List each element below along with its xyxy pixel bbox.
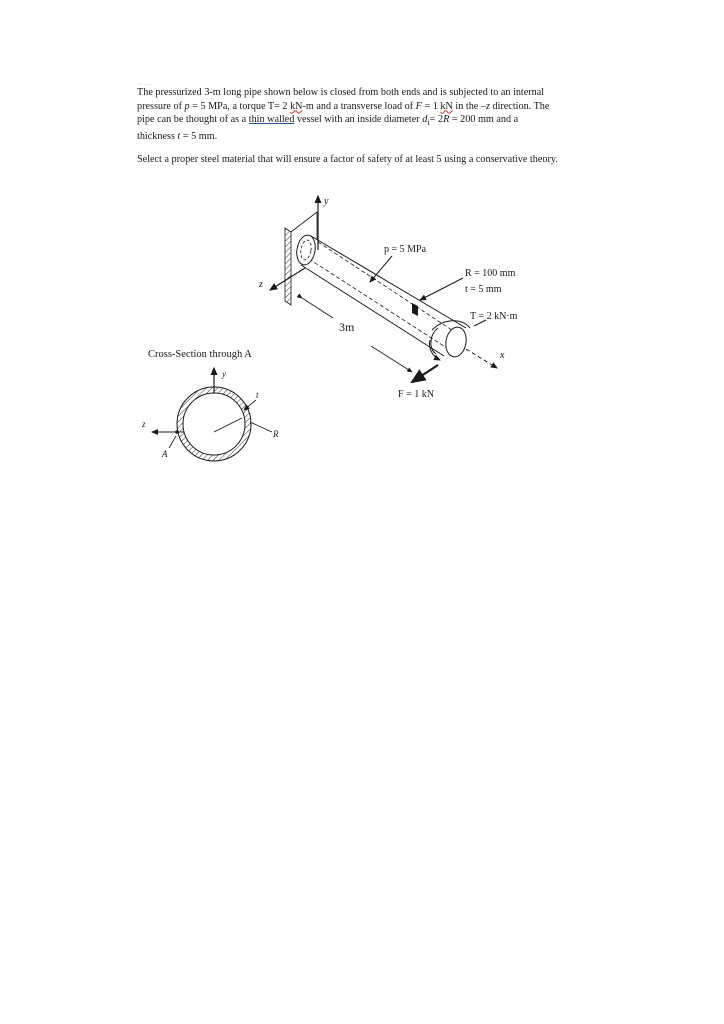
cs-point-a — [175, 430, 179, 434]
x-axis-label: x — [500, 350, 505, 361]
cs-z-label: z — [142, 419, 146, 429]
p1-text: = 1 — [421, 100, 441, 112]
z-axis-label: z — [259, 279, 263, 290]
length-label: 3m — [339, 320, 355, 334]
cs-pipe-ring — [177, 387, 251, 461]
cs-r-leader — [250, 422, 272, 432]
p1-text: direction. The — [489, 100, 550, 112]
p1-text: vessel with an inside diameter — [294, 114, 423, 126]
p1-var-f: F — [415, 100, 422, 112]
p1-text: = 5 MPa, a torque T= 2 — [189, 100, 291, 112]
cs-y-label: y — [222, 369, 226, 379]
p1-thin-walled: thin walled — [248, 114, 295, 126]
p1-sub-i: i — [427, 117, 430, 128]
radius-label: R = 100 mm — [465, 268, 516, 279]
p1-unit-kn: kN — [290, 100, 303, 112]
force-label: F = 1 kN — [398, 389, 434, 400]
y-axis-label: y — [324, 196, 329, 207]
p1-var-p: p — [184, 100, 190, 112]
pressure-label: p = 5 MPa — [384, 244, 427, 255]
p1-unit-kn: kN — [440, 100, 453, 112]
cross-section-title: Cross-Section through A — [148, 349, 252, 360]
length-dimension-1 — [302, 298, 333, 318]
p1-text: pipe can be thought of as a — [137, 114, 249, 126]
p1-var-r: R — [443, 114, 450, 126]
torque-label: T = 2 kN·m — [470, 311, 518, 322]
thickness-label: t = 5 mm — [465, 284, 502, 295]
p1-var-z: z — [485, 100, 490, 112]
cs-a-leader — [169, 436, 176, 448]
p1-text: = 200 mm and a — [449, 114, 519, 126]
p1-text: = 2 — [429, 114, 444, 126]
p1-line-1: The pressurized 3-m long pipe shown below is closed from both ends and is subjected to an internal — [137, 87, 545, 98]
force-arrow — [412, 365, 438, 382]
p1-var-t: t — [177, 130, 181, 142]
cs-t-label: t — [256, 390, 259, 400]
p1-text: -m and a transverse load of — [302, 100, 416, 112]
radius-leader — [420, 278, 463, 300]
p1-text: pressure of — [137, 100, 185, 112]
length-dimension-2 — [371, 346, 412, 372]
cs-r-label: R — [273, 429, 279, 439]
p1-text: in the – — [452, 100, 486, 112]
cs-a-label: A — [162, 449, 168, 459]
p1-var-d: d — [422, 114, 428, 126]
p1-text: thickness — [137, 130, 178, 142]
pipe-body — [295, 234, 469, 359]
p1-text: = 5 mm. — [180, 130, 218, 142]
x-axis-arrow — [466, 349, 497, 368]
problem-paragraph-2: Select a proper steel material that will ensure a factor of safety of at least 5 using a conservative theory. — [137, 154, 558, 165]
spellcheck-marks: ····· — [138, 82, 153, 88]
